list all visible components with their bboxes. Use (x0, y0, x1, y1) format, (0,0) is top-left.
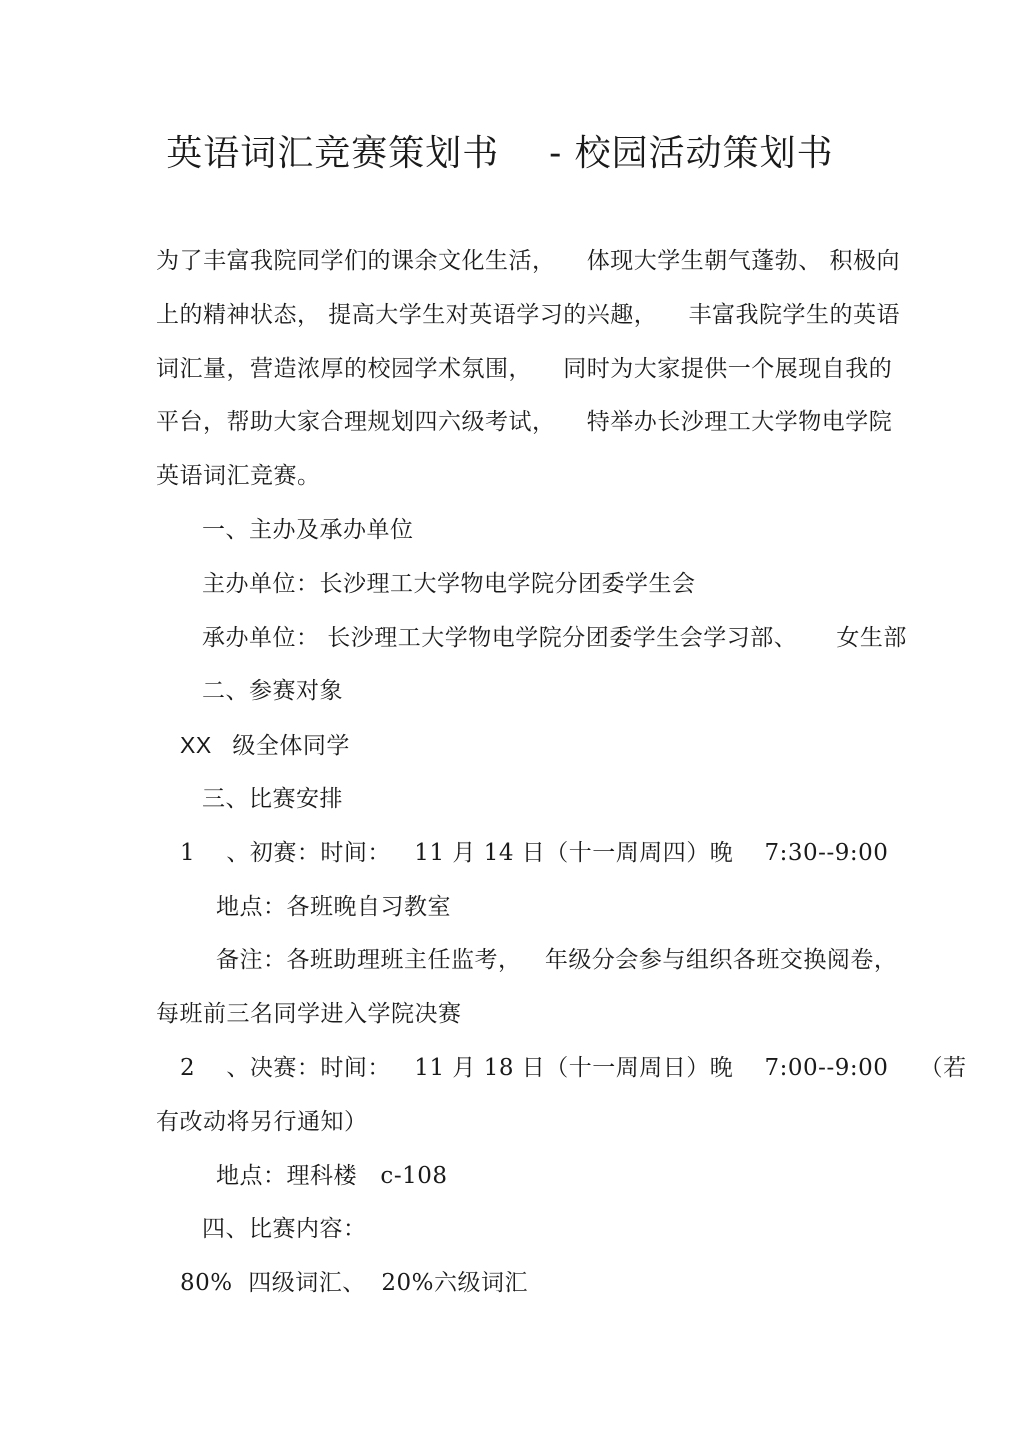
content-text: 80% 四级词汇、 20%六级词汇 (180, 1270, 528, 1296)
prelim-time-text: 1 、初赛：时间： 11 月 14 日（十一周周四）晚 7:30--9:00 (180, 840, 889, 866)
section-heading-organizers: 一、主办及承办单位 (202, 517, 414, 543)
section-heading-content: 四、比赛内容： (202, 1216, 367, 1242)
final-location-text: 地点：理科楼 c-108 (216, 1163, 448, 1189)
prelim-location-text: 地点：各班晚自习教室 (216, 894, 451, 920)
section-heading-schedule: 三、比赛安排 (202, 786, 343, 812)
intro-line-3: 词汇量，营造浓厚的校园学术氛围， 同时为大家提供一个展现自我的 (156, 356, 893, 382)
intro-line-2: 上的精神状态， 提高大学生对英语学习的兴趣， 丰富我院学生的英语 (156, 302, 901, 328)
final-time-text: 2 、决赛：时间： 11 月 18 日（十一周周日）晚 7:00--9:00 （若 (180, 1055, 967, 1081)
participants-text: XX 级全体同学 (180, 732, 350, 758)
intro-line-4: 平台，帮助大家合理规划四六级考试， 特举办长沙理工大学物电学院 (156, 409, 893, 435)
organizer-text: 主办单位：长沙理工大学物电学院分团委学生会 (202, 571, 696, 597)
co-organizer-text: 承办单位： 长沙理工大学物电学院分团委学生会学习部、 女生部 (202, 625, 907, 651)
prelim-note-line-1: 备注：各班助理班主任监考， 年级分会参与组织各班交换阅卷， (216, 947, 898, 973)
prelim-note-line-2: 每班前三名同学进入学院决赛 (156, 1001, 462, 1027)
document-title: 英语词汇竞赛策划书 - 校园活动策划书 (166, 133, 834, 174)
intro-line-1: 为了丰富我院同学们的课余文化生活， 体现大学生朝气蓬勃、 积极向 (156, 248, 901, 274)
intro-line-5: 英语词汇竞赛。 (156, 463, 321, 489)
section-heading-participants: 二、参赛对象 (202, 678, 343, 704)
final-time-line-2: 有改动将另行通知） (156, 1109, 368, 1135)
